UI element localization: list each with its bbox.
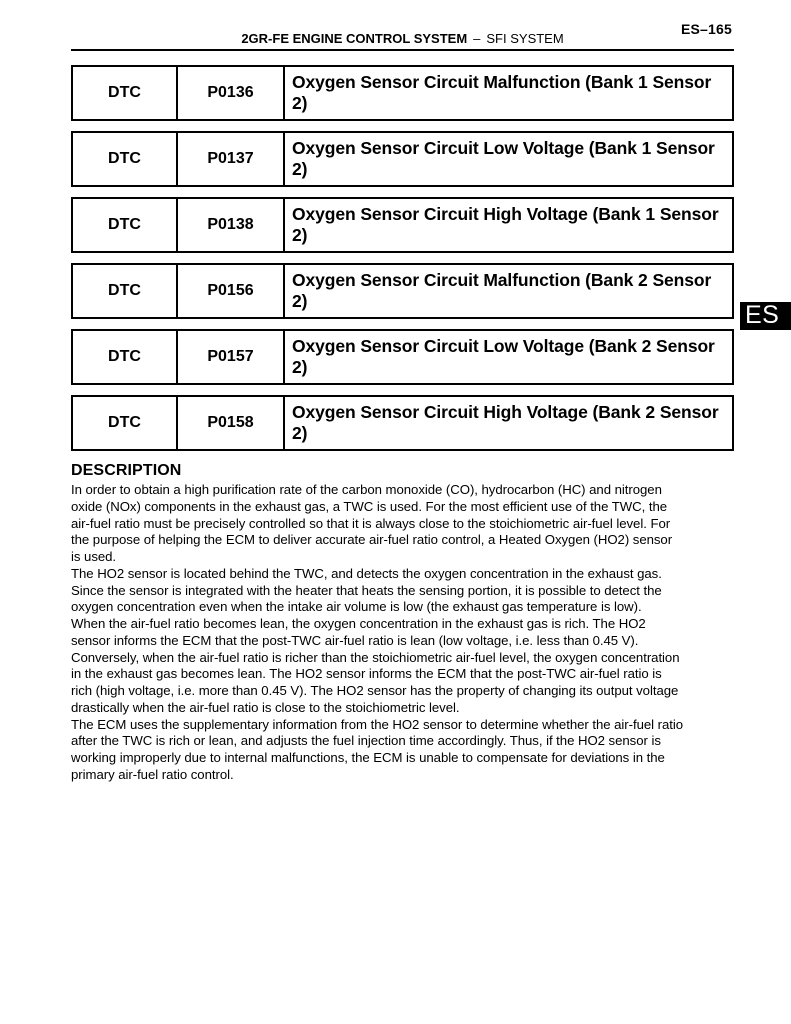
page-content: [71, 0, 734, 784]
dtc-table-row: [71, 263, 734, 319]
description-line: drastically when the air-fuel ratio is close to the stoichiometric level.: [71, 699, 460, 715]
description-line: after the TWC is rich or lean, and adjusts the fuel injection time accordingly. Thus, if the HO2 sensor is: [71, 733, 661, 749]
description-line: is used.: [71, 549, 117, 564]
description-line: working improperly due to internal malfunctions, the ECM is unable to compensate for deviations in the: [71, 750, 665, 765]
description-line: When the air-fuel ratio becomes lean, the oxygen concentration in the exhaust gas is rich. The HO2: [71, 616, 646, 631]
dtc-label-cell: DTC: [73, 331, 178, 383]
dtc-label-cell: DTC: [73, 67, 178, 119]
dtc-code-cell: P0156: [178, 265, 285, 317]
header-title-system: 2GR-FE ENGINE CONTROL SYSTEM: [241, 31, 468, 46]
description-line: The HO2 sensor is located behind the TWC, and detects the oxygen concentration in the exhaust gas.: [71, 565, 662, 581]
dtc-table-row: [71, 197, 734, 253]
dtc-table-row: [71, 131, 734, 187]
dtc-code-cell: P0158: [178, 397, 285, 449]
dtc-table-row: [71, 395, 734, 451]
header-title-separator: –: [473, 31, 481, 46]
dtc-label-cell: DTC: [73, 397, 178, 449]
dtc-description-cell: Oxygen Sensor Circuit Malfunction (Bank 2 Sensor 2): [292, 270, 712, 311]
dtc-label-cell: DTC: [73, 133, 178, 185]
dtc-description-cell: Oxygen Sensor Circuit Low Voltage (Bank 2 Sensor 2): [292, 336, 715, 377]
dtc-table-row: [71, 65, 734, 121]
description-line: the purpose of helping the ECM to deliver accurate air-fuel ratio control, a Heated Oxygen (HO2) sensor: [71, 532, 673, 548]
dtc-label-cell: DTC: [73, 199, 178, 251]
description-line: sensor informs the ECM that the post-TWC air-fuel ratio is lean (low voltage, i.e. less than 0.45 V).: [71, 632, 639, 648]
description-heading: DESCRIPTION: [71, 462, 182, 479]
description-line: air-fuel ratio must be precisely controlled so that it is always close to the stoichiometric air-fuel level. For: [71, 515, 671, 531]
header-title-subsystem: SFI SYSTEM: [486, 31, 564, 46]
dtc-table-row: [71, 329, 734, 385]
description-line: oxygen concentration even when the intake air volume is low (the exhaust gas temperature is low).: [71, 599, 642, 615]
description-line: primary air-fuel ratio control.: [71, 766, 234, 782]
description-section: [71, 461, 734, 784]
dtc-description-cell: Oxygen Sensor Circuit Malfunction (Bank 1 Sensor 2): [292, 72, 712, 113]
header-title: [71, 31, 734, 46]
description-line: Conversely, when the air-fuel ratio is richer than the stoichiometric air-fuel level, the oxygen concentration: [71, 649, 680, 665]
dtc-label-cell: DTC: [73, 265, 178, 317]
description-line: in the exhaust gas becomes lean. The HO2 sensor informs the ECM that the post-TWC air-fuel ratio is: [71, 666, 662, 682]
dtc-code-cell: P0136: [178, 67, 285, 119]
dtc-code-cell: P0137: [178, 133, 285, 185]
dtc-description-cell: Oxygen Sensor Circuit Low Voltage (Bank 1 Sensor 2): [292, 138, 715, 179]
dtc-table-list: [71, 65, 734, 451]
description-line: rich (high voltage, i.e. more than 0.45 V). The HO2 sensor has the property of changing its output voltage: [71, 683, 679, 698]
dtc-code-cell: P0138: [178, 199, 285, 251]
description-text: [71, 482, 734, 784]
dtc-description-cell: Oxygen Sensor Circuit High Voltage (Bank 2 Sensor 2): [292, 402, 719, 443]
description-line: oxide (NOx) components in the exhaust gas, a TWC is used. For the most efficient use of the TWC, the: [71, 498, 668, 514]
description-line: Since the sensor is integrated with the heater that heats the sensing portion, it is possible to detect the: [71, 582, 662, 598]
description-line: The ECM uses the supplementary information from the HO2 sensor to determine whether the air-fuel ratio: [71, 716, 684, 732]
dtc-code-cell: P0157: [178, 331, 285, 383]
section-tab-es: ES: [740, 302, 791, 330]
page-header: [71, 0, 734, 51]
description-line: In order to obtain a high purification rate of the carbon monoxide (CO), hydrocarbon (HC) and nitrogen: [71, 482, 662, 497]
dtc-description-cell: Oxygen Sensor Circuit High Voltage (Bank 1 Sensor 2): [292, 204, 719, 245]
page-number: ES–165: [680, 21, 732, 37]
